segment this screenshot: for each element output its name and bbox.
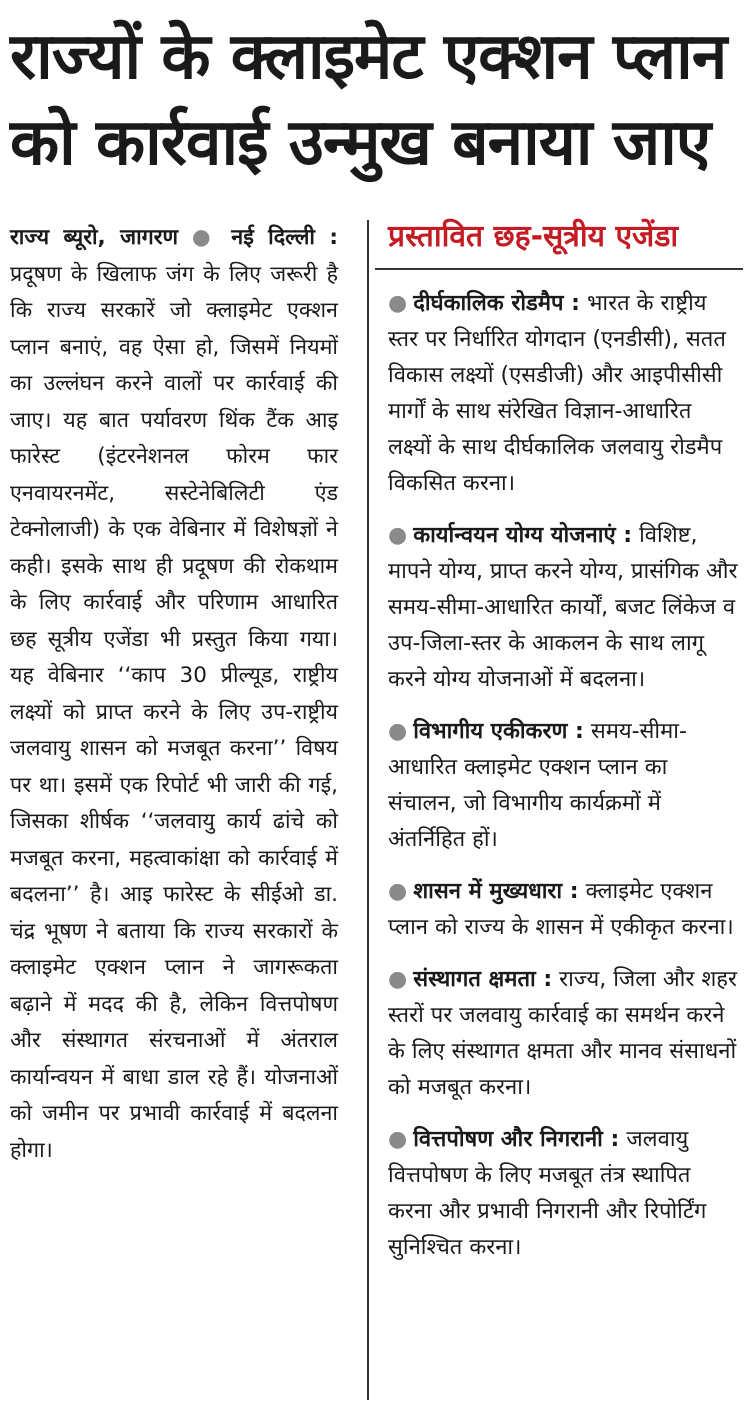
agenda-item-capacity [388, 962, 740, 1106]
bullet-icon: ● [388, 1127, 408, 1152]
article-body [10, 220, 338, 1169]
agenda-item-mainstreaming [388, 874, 740, 946]
agenda-item-text: भारत के राष्ट्रीय स्तर पर निर्धारित योगदान (एनडीसी), सतत विकास लक्ष्यों (एसडीजी) और आइपीसीसी मार्गों के साथ संरेखित विज्ञान-आधारित लक्ष्यों के साथ दीर्घकालिक जलवायु रोडमैप विकसित करना। [388, 291, 726, 496]
agenda-box [388, 212, 740, 1282]
agenda-item-roadmap [388, 286, 740, 502]
bullet-icon: ● [388, 967, 408, 992]
bullet-icon: ● [191, 225, 218, 250]
agenda-item-head: वित्तपोषण और निगरानी : [413, 1127, 620, 1152]
agenda-item-text: जलवायु वित्तपोषण के लिए मजबूत तंत्र स्थापित करना और प्रभावी निगरानी और रिपोर्टिंग सुनिश्चित करना। [388, 1127, 707, 1260]
agenda-title: प्रस्तावित छह-सूत्रीय एजेंडा [388, 219, 679, 254]
agenda-item-text: राज्य, जिला और शहर स्तरों पर जलवायु कार्रवाई का समर्थन करने के लिए संस्थागत क्षमता और मानव संसाधनों को मजबूत करना। [388, 967, 737, 1100]
agenda-item-finance [388, 1122, 740, 1266]
bullet-icon: ● [388, 523, 408, 548]
dateline: नई दिल्ली : [231, 225, 338, 250]
agenda-item-head: विभागीय एकीकरण : [413, 719, 584, 744]
byline: राज्य ब्यूरो, जागरण [10, 225, 179, 250]
headline-line-2: को कार्रवाई उन्मुख बनाया जाए [10, 106, 711, 180]
column-divider [367, 220, 369, 1400]
agenda-item-head: दीर्घकालिक रोडमैप : [413, 291, 580, 316]
agenda-item-integration [388, 714, 740, 858]
bullet-icon: ● [388, 879, 408, 904]
agenda-item-head: संस्थागत क्षमता : [413, 967, 553, 992]
agenda-item-text: क्लाइमेट एक्शन प्लान को राज्य के शासन में एकीकृत करना। [388, 879, 734, 940]
agenda-item-text: विशिष्ट, मापने योग्य, प्राप्त करने योग्य, प्रासंगिक और समय-सीमा-आधारित कार्यों, बजट लिंकेज व उप-जिला-स्तर के आकलन के साथ लागू करने योग्य योजनाओं में बदलना। [388, 523, 738, 692]
agenda-list [388, 286, 740, 1266]
agenda-item-head: कार्यान्वयन योग्य योजनाएं : [413, 523, 633, 548]
article-text: प्रदूषण के खिलाफ जंग के लिए जरूरी है कि राज्य सरकारें जो क्लाइमेट एक्शन प्लान बनाएं, वह ऐसा हो, जिसमें नियमों का उल्लंघन करने वालों पर कार्रवाई की जाए। यह बात पर्यावरण थिंक टैंक आइ फारेस्ट (इंटरनेशनल फोरम फार एनवायरनमेंट, सस्टेनेबिलिटी एंड टेक्नोलाजी) के एक वेबिनार में विशेषज्ञों ने कही। इसके साथ ही प्रदूषण की रोकथाम के लिए कार्रवाई और परिणाम आधारित छह सूत्रीय एजेंडा भी प्रस्तुत किया गया। यह वेबिनार ‘‘काप 30 प्रील्यूड, राष्ट्रीय लक्ष्यों को प्राप्त करने के लिए उप-राष्ट्रीय जलवायु शासन को मजबूत करना’’ विषय पर था। इसमें एक रिपोर्ट भी जारी की गई, जिसका शीर्षक ‘‘जलवायु कार्य ढांचे को मजबूत करना, महत्वाकांक्षा को कार्रवाई में बदलना’’ है। आइ फारेस्ट के सीईओ डा. चंद्र भूषण ने बताया कि राज्य सरकारों के क्लाइमेट एक्शन प्लान ने जागरूकता बढ़ाने में मदद की है, लेकिन वित्तपोषण और संस्थागत संरचनाओं में अंतराल कार्यान्वयन में बाधा डाल रहे हैं। योजनाओं को जमीन पर प्रभावी कार्रवाई में बदलना होगा। [10, 261, 338, 1163]
headline [10, 14, 740, 186]
bullet-icon: ● [388, 719, 408, 744]
bullet-icon: ● [388, 291, 408, 316]
headline-line-1: राज्यों के क्लाइमेट एक्शन प्लान [10, 20, 727, 94]
agenda-item-head: शासन में मुख्यधारा : [413, 879, 579, 904]
agenda-item-text: समय-सीमा-आधारित क्लाइमेट एक्शन प्लान का संचालन, जो विभागीय कार्यक्रमों में अंतर्निहित हों। [388, 719, 687, 852]
agenda-item-plans [388, 518, 740, 698]
